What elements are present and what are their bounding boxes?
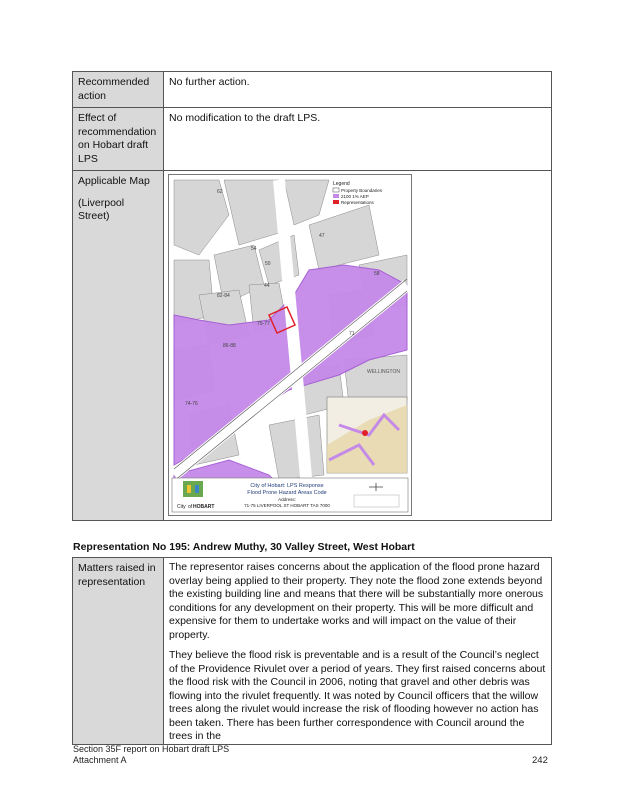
footer-line: Attachment A [73, 755, 127, 765]
logo-text-of: of [188, 504, 193, 510]
row-label: Recommended action [73, 72, 164, 108]
map-title: City of Hobart: LPS Response [250, 483, 324, 489]
map-title-block [172, 478, 408, 512]
representation-paragraph: The representor raises concerns about the application of the flood prone hazard overlay being applied to their property. They note the flood zone extends beyond the existing building line and means that there will be substantially more onerous conditions for any development on their property. This will be more difficult and expensive for them to undertake works and will impact on the value of their property. [169, 561, 544, 641]
map-label-line1: Applicable Map [78, 175, 150, 187]
row-label: Matters raised in representation [73, 558, 164, 745]
table-row [73, 108, 552, 171]
lot-number: 86-88 [223, 343, 236, 349]
legend-item: Representations [341, 200, 374, 205]
lot-number: 82-84 [217, 293, 230, 299]
lot-number: 74-76 [185, 401, 198, 407]
logo-text-hobart: HOBART [193, 504, 215, 510]
row-value [164, 558, 552, 745]
footer-line: Section 35F report on Hobart draft LPS [73, 744, 230, 754]
logo-text-city: City [177, 504, 186, 510]
row-value: No further action. [164, 72, 552, 108]
lot-number: 54 [251, 246, 257, 252]
location-marker [362, 430, 368, 436]
lot-number: 71 [349, 331, 355, 337]
map-cell [164, 171, 552, 521]
page-footer [73, 744, 229, 766]
lot-number: 62 [217, 189, 223, 195]
recommendation-table [72, 71, 552, 521]
lot-number: 44 [264, 283, 270, 289]
lot-number: 50 [265, 261, 271, 267]
lot-number: 47 [319, 233, 325, 239]
legend-item: Property Boundaries [341, 188, 383, 193]
city-logo-icon [183, 481, 203, 497]
legend-item: 2100 1% AEP [341, 194, 369, 199]
representation-table [72, 557, 552, 745]
row-value: No modification to the draft LPS. [164, 108, 552, 171]
table-row [73, 171, 552, 521]
address-value: 71-75 LIVERPOOL ST HOBART TAS 7000 [244, 503, 330, 508]
inset-map [327, 397, 407, 473]
flood-map [168, 174, 412, 516]
map-label-line2: (Liverpool Street) [78, 196, 125, 222]
address-label: Address: [278, 497, 296, 502]
street-label: WELLINGTON [367, 369, 400, 375]
lot-number: 75-77 [257, 321, 270, 327]
legend-title: Legend [333, 181, 350, 187]
representation-paragraph: They believe the flood risk is preventable and is a result of the Council’s neglect of the Providence Rivulet over a period of years. They first raised concerns about the flood risk with the Council in 2006, noting that gravel and other debris was flowing into the rivulet frequently. It was noted by Council officers that the willow trees along the rivulet would increase the risk of flooding however no action has been taken. There has been further correspondence with Council around the trees in the [169, 649, 546, 742]
representation-heading: Representation No 195: Andrew Muthy, 30 Valley Street, West Hobart [73, 541, 415, 553]
page-number: 242 [532, 755, 548, 766]
table-row [73, 72, 552, 108]
lot-number: 58 [374, 271, 380, 277]
row-label [73, 171, 164, 521]
table-row [73, 558, 552, 745]
map-subtitle: Flood Prone Hazard Areas Code [247, 490, 327, 496]
row-label: Effect of recommendation on Hobart draft LPS [73, 108, 164, 171]
